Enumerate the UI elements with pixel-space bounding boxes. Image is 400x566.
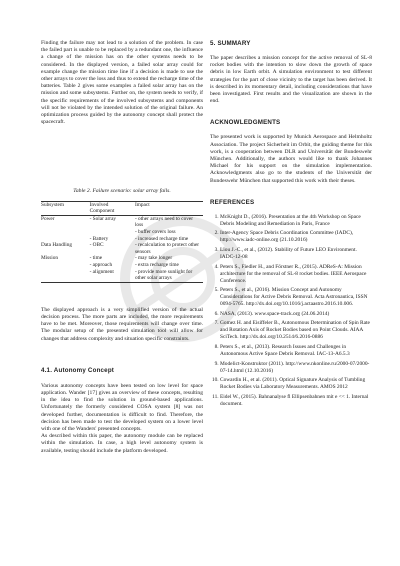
table-cell: - time	[89, 255, 103, 262]
reference-item: 9. Modelict-Konstruktor (2011). http://www.nkonline.ru/2000-07/2000-07-14.html (12.10.2016)	[220, 361, 372, 375]
reference-item: 3. Liou J.-C., et al., (2012). Stability of Future LEO Environment. IADC-12-08	[220, 247, 372, 261]
reference-item: 11. Eidel W., (2015). Bahnanalyse fl Ellipsenbahnen mit e << 1. Internal document.	[220, 394, 372, 408]
reference-item: 6. NASA, (2013). www.space-track.org (24.06.2014)	[220, 311, 372, 318]
paragraph: The presented work is supported by Munich Aerospace and Helmholtz Association. The project Sicherheit im Orbit, the guiding theme for this work, is a cooperation between DLR and Universität der Bundeswehr München. Additionally, the authors would like to thank Johannes Michael for his support on the simulation implementation. Acknowledgments also go to the students of the Universität der Bundeswehr München that supported this work with their theses.	[210, 134, 372, 184]
table-cell: - Solar array	[89, 215, 117, 222]
table-cell: - recalculation to protect other sensors	[134, 242, 200, 255]
table-cell: - provide more sunlight for other solar arrays	[134, 268, 193, 282]
reference-item: 8. Peters S., et al., (2013). Research Issues and Challenges in Autonomous Active Space Debris Removal. IAC-13-A6.5.3	[220, 344, 372, 358]
table-cell: - other arrays need to cover loss	[134, 215, 194, 229]
reference-item: 7. Gomez H. and Eisiffeler B., Autonomous Determination of Spin Rate and Rotation Axis of Rocket Bodies based on Point Clouds. AIAA SciTech. http://dx.doi.org/10.2514/6.2016-0886	[220, 320, 372, 341]
paragraph: Various autonomy concepts have been tested on low level for space application. Wander [17] gives an overview of these concepts, resulting in the idea to find the solution in ground-based applications. Unfortunately the formerly considered COSA system [8] was not developed further, documentation is difficult to find. Therefore, the decision has been made to test the developed system on a lower level with one of the Wanders' presented concepts.	[41, 382, 203, 432]
paragraph: As described within this paper, the autonomy module can be replaced within the simulation. In case, a high level autonomy system is available, testing should include the platform developed.	[41, 433, 203, 454]
section-heading: ACKNOWLEDGMENTS	[210, 119, 281, 127]
table-cell: Mission	[41, 255, 59, 262]
paragraph: The displayed approach is a very simplified version of the actual decision process. The more parts are included, the more requirements have to be met. Moreover, those requirements will change over time. The modular setup of the presented simulation tool will allow for changes that address complexity and situation specific constraints.	[41, 306, 203, 342]
table-cell	[41, 229, 90, 236]
table-cell	[41, 262, 90, 269]
table-cell: - may take longer	[134, 255, 173, 262]
table-row	[41, 242, 203, 255]
table-header: Subsystem	[41, 201, 64, 208]
table-row	[41, 255, 203, 262]
section-heading: 5. SUMMARY	[210, 40, 251, 47]
table-cell: - buffer covers loss	[134, 229, 176, 236]
table-row	[41, 269, 203, 283]
table-row	[41, 229, 203, 236]
reference-item: 10. Cowardin H., et al. (2011). Optical Signature Analysis of Tumbling Rocket Bodies via Laboratory Measurements. AMOS 2012	[220, 377, 372, 391]
table-cell: - Battery	[89, 235, 109, 242]
table-row	[41, 236, 203, 243]
table-row	[41, 262, 203, 269]
table-cell: - extra recharge time	[134, 261, 179, 268]
table-cell	[41, 269, 90, 283]
table-caption: Table 2. Failure scenario: solar array fails.	[73, 188, 171, 195]
reference-list	[210, 214, 372, 408]
table-cell: - approach	[89, 261, 113, 268]
table-cell: - increased recharge time	[134, 235, 189, 242]
table-header: Involved Component	[89, 201, 115, 215]
table-cell	[90, 229, 135, 236]
table-cell: Data Handling	[41, 242, 73, 249]
reference-item: 5. Peters S., et al., (2016). Mission Concept and Autonomy Considerations for Active Debris Removal. Acta Astronautica, ISSN 0094-5765. http://dx.doi.org/10.1016/j.actaastro.2016.10.006.	[220, 287, 372, 308]
table-row	[41, 215, 203, 229]
section-heading: REFERENCES	[210, 198, 255, 206]
left-column	[41, 40, 203, 455]
reference-item: 2. Inter-Agency Space Debris Coordination Committee (IADC), http://www.iadc-online.org (21.10.2016)	[220, 230, 372, 244]
paragraph: Finding the failure may not lead to a solution of the problem. In case the failed part is unable to be replaced by a redundant one, the influence a change of the mission has on the other systems needs to be considered. In the displayed version, a failed solar array could for example change the mission time line if a decision is made to use the other arrays to cover the loss and thus to extend the recharge time of the batteries. Table 2 gives some examples a failed solar array has on the mission and some subsystems. Further on, the system needs to verify, if the specific requirements of the involved subsystems and components will not be violated by the intended solution of the original failure. An optimization process guided by the autonomy concept shall protect the spacecraft.	[41, 40, 203, 126]
table-cell: - OBC	[89, 242, 104, 249]
reference-item: 1. McKnight D., (2016). Presentation at the 4th Workshop on Space Debris Modeling and Remediation in Paris, France	[220, 214, 372, 228]
reference-item: 4. Peters S., Fiedler H., and Förstner R., (2015). ADReS-A: Mission architecture for the removal of SL-8 rocket bodies. IEEE Aerospace Conference.	[220, 264, 372, 285]
table-cell: - alignment	[89, 268, 114, 275]
table-cell: Power	[41, 215, 55, 222]
table-header-row	[41, 201, 203, 215]
failure-scenario-table	[41, 201, 203, 283]
section-heading: 4.1. Autonomy Concept	[41, 366, 115, 374]
paragraph: The paper describes a mission concept for the active removal of SL-8 rocket bodies with the intention to slow down the growth of space debris in low Earth orbit. A simulation environment to test different strategies for the part of close vicinity to the target has been derived. It is described in its momentary detail, including considerations that have been investigated. First results and the visualization are shown in the end.	[210, 55, 372, 105]
table-cell	[41, 236, 90, 243]
right-column	[210, 40, 372, 410]
table-header: Impact	[134, 201, 150, 208]
